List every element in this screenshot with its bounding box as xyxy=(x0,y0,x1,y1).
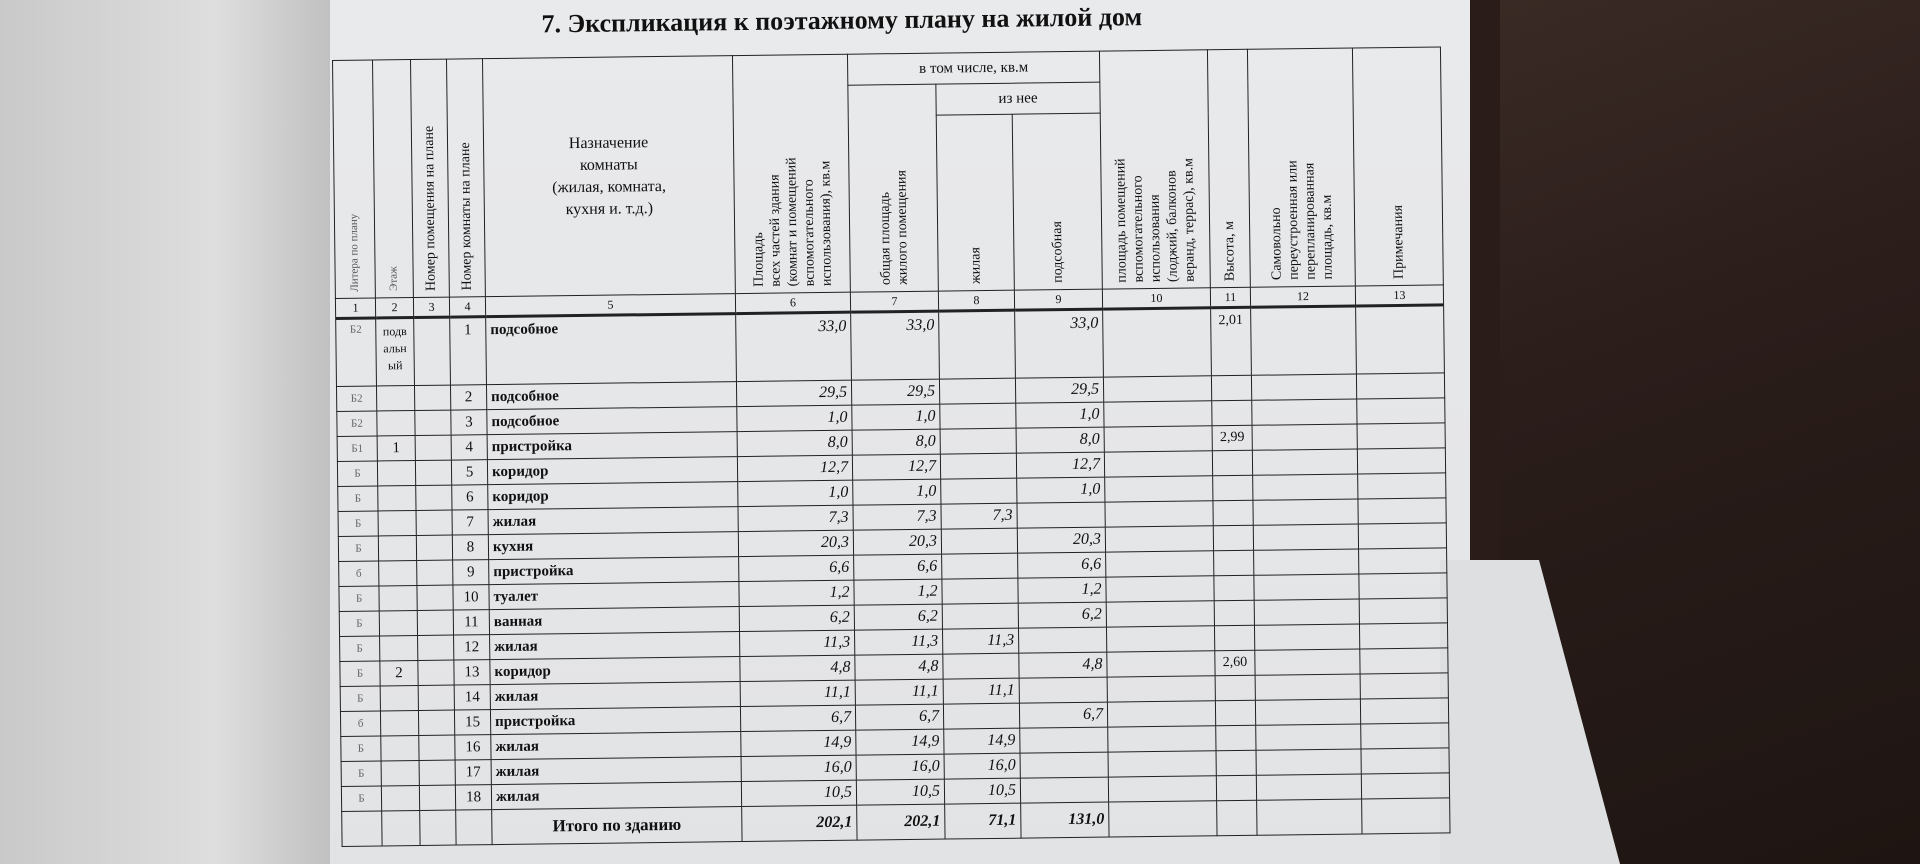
column-number: 3 xyxy=(413,297,449,317)
floor-cell xyxy=(380,685,418,710)
height-cell xyxy=(1213,475,1253,500)
premise-number-cell xyxy=(418,660,454,685)
premise-number-cell xyxy=(415,410,451,435)
notes-cell xyxy=(1361,723,1449,749)
notes-cell xyxy=(1357,398,1445,424)
unauthorized-area-cell xyxy=(1252,399,1357,425)
utility-area-cell: 29,5 xyxy=(1015,377,1103,403)
living-area-cell: 7,3 xyxy=(941,503,1017,529)
column-number: 11 xyxy=(1210,287,1250,307)
room-purpose-cell: пристройка xyxy=(487,432,737,460)
explication-table xyxy=(332,46,1451,846)
auxiliary-area-cell xyxy=(1105,476,1213,502)
living-area-cell xyxy=(942,553,1018,579)
height-cell xyxy=(1215,675,1255,700)
notes-cell xyxy=(1361,748,1449,774)
room-number-cell: 7 xyxy=(452,510,488,535)
unauthorized-area-cell xyxy=(1252,424,1357,450)
notes-cell xyxy=(1357,423,1445,449)
total-living-area: 71,1 xyxy=(945,803,1021,839)
floor-cell xyxy=(378,536,416,561)
living-area-cell xyxy=(940,428,1016,454)
total-area-cell: 11,1 xyxy=(740,680,855,706)
living-area-cell xyxy=(941,478,1017,504)
premise-number-cell xyxy=(419,735,455,760)
litera-cell: Б2 xyxy=(336,318,377,386)
room-number-cell: 11 xyxy=(453,610,489,635)
unauthorized-area-cell xyxy=(1254,549,1359,575)
header-general-area: общая площадь жилого помещения xyxy=(848,84,939,292)
auxiliary-area-cell xyxy=(1104,426,1212,452)
premise-number-cell xyxy=(416,510,452,535)
living-area-cell xyxy=(939,310,1016,379)
premise-number-cell xyxy=(416,485,452,510)
room-purpose-cell: коридор xyxy=(488,482,738,510)
left-page-background xyxy=(0,0,360,864)
utility-area-cell: 1,0 xyxy=(1016,402,1104,428)
litera-cell: Б xyxy=(341,736,381,761)
notes-cell xyxy=(1359,623,1447,649)
total-area-cell: 1,0 xyxy=(737,405,852,431)
utility-area-cell xyxy=(1018,627,1106,653)
notes-cell xyxy=(1356,373,1444,399)
height-cell xyxy=(1216,775,1256,800)
room-purpose-cell: подсобное xyxy=(486,382,736,410)
unauthorized-area-cell xyxy=(1252,449,1357,475)
document-title: 7. Экспликация к поэтажному плану на жилой дом xyxy=(541,2,1143,39)
unauthorized-area-cell xyxy=(1253,524,1358,550)
column-number: 1 xyxy=(335,298,375,318)
room-number-cell: 2 xyxy=(450,385,486,410)
litera-cell: Б xyxy=(338,536,378,561)
premise-number-cell xyxy=(417,585,453,610)
floor-cell: 1 xyxy=(377,436,415,461)
room-number-cell: 8 xyxy=(452,535,488,560)
notes-cell xyxy=(1359,573,1447,599)
auxiliary-area-cell xyxy=(1107,626,1215,652)
floor-cell xyxy=(381,735,419,760)
premise-number-cell xyxy=(417,560,453,585)
height-cell xyxy=(1211,375,1251,400)
floor-cell xyxy=(377,411,415,436)
room-number-cell: 6 xyxy=(452,485,488,510)
auxiliary-area-cell xyxy=(1105,501,1213,527)
auxiliary-area-cell xyxy=(1107,676,1215,702)
general-area-cell: 1,0 xyxy=(853,479,941,505)
premise-number-cell xyxy=(416,535,452,560)
general-area-cell: 1,2 xyxy=(854,579,942,605)
total-area-cell: 33,0 xyxy=(736,312,852,381)
header-of-which-group: из нее xyxy=(936,82,1100,115)
column-number: 8 xyxy=(938,290,1014,311)
auxiliary-area-cell xyxy=(1103,308,1212,377)
notes-cell xyxy=(1360,648,1448,674)
auxiliary-area-cell xyxy=(1103,376,1211,402)
total-area-cell: 12,7 xyxy=(737,455,852,481)
height-cell xyxy=(1213,500,1253,525)
unauthorized-area-cell xyxy=(1251,374,1356,400)
column-number: 7 xyxy=(850,291,938,312)
premise-number-cell xyxy=(414,317,451,385)
floor-cell: 2 xyxy=(380,660,418,685)
premise-number-cell xyxy=(418,685,454,710)
litera-cell: Б xyxy=(341,786,381,811)
living-area-cell xyxy=(942,603,1018,629)
height-cell xyxy=(1214,550,1254,575)
general-area-cell: 6,2 xyxy=(854,604,942,630)
living-area-cell xyxy=(940,403,1016,429)
auxiliary-area-cell xyxy=(1107,651,1215,677)
unauthorized-area-cell xyxy=(1254,599,1359,625)
room-number-cell: 16 xyxy=(455,735,491,760)
room-purpose-cell: жилая xyxy=(491,782,741,810)
room-number-cell: 18 xyxy=(455,785,491,810)
unauthorized-area-cell xyxy=(1255,699,1360,725)
column-number: 9 xyxy=(1014,289,1102,310)
header-total-area: Площадь всех частей здания (комнат и помещений вспомогательного использования), кв.м xyxy=(732,54,850,293)
total-area-cell: 6,2 xyxy=(739,605,854,631)
auxiliary-area-cell xyxy=(1106,551,1214,577)
living-area-cell xyxy=(943,653,1019,679)
notes-cell xyxy=(1361,773,1449,799)
utility-area-cell xyxy=(1020,727,1108,753)
general-area-cell: 10,5 xyxy=(856,779,944,805)
room-purpose-cell: туалет xyxy=(489,582,739,610)
living-area-cell xyxy=(940,453,1016,479)
notes-cell xyxy=(1356,305,1445,374)
room-purpose-cell: пристройка xyxy=(490,707,740,735)
litera-cell: Б xyxy=(340,661,380,686)
floor-cell xyxy=(379,586,417,611)
total-area-cell: 20,3 xyxy=(738,530,853,556)
utility-area-cell: 6,6 xyxy=(1018,552,1106,578)
room-number-cell: 9 xyxy=(453,560,489,585)
total-all-area: 202,1 xyxy=(742,805,857,841)
living-area-cell xyxy=(943,703,1019,729)
table-header xyxy=(333,47,1444,319)
litera-cell: Б xyxy=(339,611,379,636)
unauthorized-area-cell xyxy=(1255,674,1360,700)
unauthorized-area-cell xyxy=(1254,624,1359,650)
total-area-cell: 11,3 xyxy=(740,630,855,656)
auxiliary-area-cell xyxy=(1106,576,1214,602)
room-number-cell: 4 xyxy=(451,435,487,460)
total-area-cell: 16,0 xyxy=(741,755,856,781)
height-cell xyxy=(1215,700,1255,725)
litera-cell: Б xyxy=(337,461,377,486)
height-cell xyxy=(1214,625,1254,650)
litera-cell: Б xyxy=(341,761,381,786)
room-number-cell: 13 xyxy=(454,660,490,685)
general-area-cell: 8,0 xyxy=(852,429,940,455)
header-litera: Литера по плану xyxy=(333,60,376,298)
height-cell xyxy=(1212,450,1252,475)
unauthorized-area-cell xyxy=(1254,574,1359,600)
height-cell xyxy=(1214,600,1254,625)
general-area-cell: 7,3 xyxy=(853,504,941,530)
general-area-cell: 6,6 xyxy=(854,554,942,580)
column-number: 6 xyxy=(735,292,850,313)
utility-area-cell xyxy=(1017,502,1105,528)
premise-number-cell xyxy=(415,460,451,485)
total-area-cell: 6,6 xyxy=(739,555,854,581)
floor-cell xyxy=(379,610,417,635)
living-area-cell xyxy=(942,578,1018,604)
living-area-cell: 16,0 xyxy=(944,753,1020,779)
notes-cell xyxy=(1358,498,1446,524)
auxiliary-area-cell xyxy=(1104,451,1212,477)
floor-cell: подвальный xyxy=(376,318,415,386)
room-purpose-cell: пристройка xyxy=(489,557,739,585)
room-purpose-cell: жилая xyxy=(488,507,738,535)
general-area-cell: 11,3 xyxy=(855,629,943,655)
litera-cell: Б1 xyxy=(337,436,377,461)
utility-area-cell xyxy=(1020,752,1108,778)
room-purpose-cell: подсобное xyxy=(487,407,737,435)
room-purpose-cell: жилая xyxy=(490,682,740,710)
room-purpose-cell: жилая xyxy=(491,732,741,760)
general-area-cell: 1,0 xyxy=(852,404,940,430)
general-area-cell: 16,0 xyxy=(856,754,944,780)
premise-number-cell xyxy=(418,635,454,660)
living-area-cell: 10,5 xyxy=(944,778,1020,804)
room-number-cell: 5 xyxy=(451,460,487,485)
auxiliary-area-cell xyxy=(1107,701,1215,727)
total-area-cell: 10,5 xyxy=(741,780,856,806)
general-area-cell: 4,8 xyxy=(855,654,943,680)
total-area-cell: 8,0 xyxy=(737,430,852,456)
auxiliary-area-cell xyxy=(1105,526,1213,552)
header-utility-area: подсобная xyxy=(1012,113,1102,290)
general-area-cell: 6,7 xyxy=(855,704,943,730)
total-area-cell: 29,5 xyxy=(736,380,851,406)
unauthorized-area-cell xyxy=(1255,649,1360,675)
room-purpose-cell: коридор xyxy=(490,657,740,685)
unauthorized-area-cell xyxy=(1251,306,1357,375)
unauthorized-area-cell xyxy=(1253,474,1358,500)
floor-cell xyxy=(377,461,415,486)
living-area-cell: 14,9 xyxy=(944,728,1020,754)
explication-document xyxy=(332,2,1449,839)
litera-cell: Б xyxy=(338,486,378,511)
floor-cell xyxy=(381,760,419,785)
header-room-number: Номер комнаты на плане xyxy=(446,59,485,297)
room-number-cell: 17 xyxy=(455,760,491,785)
utility-area-cell: 6,7 xyxy=(1019,702,1107,728)
room-number-cell: 3 xyxy=(451,410,487,435)
living-area-cell xyxy=(939,378,1015,404)
utility-area-cell: 1,2 xyxy=(1018,577,1106,603)
total-area-cell: 4,8 xyxy=(740,655,855,681)
table-body xyxy=(336,305,1450,811)
floor-cell xyxy=(380,710,418,735)
litera-cell: Б xyxy=(340,636,380,661)
room-number-cell: 14 xyxy=(454,685,490,710)
notes-cell xyxy=(1359,598,1447,624)
premise-number-cell xyxy=(414,385,450,410)
height-cell xyxy=(1212,400,1252,425)
living-area-cell: 11,3 xyxy=(942,628,1018,654)
room-purpose-cell: подсобное xyxy=(486,314,737,385)
height-cell: 2,01 xyxy=(1211,307,1252,375)
general-area-cell: 12,7 xyxy=(852,454,940,480)
general-area-cell: 29,5 xyxy=(851,379,939,405)
height-cell: 2,99 xyxy=(1212,425,1252,450)
header-height: Высота, м xyxy=(1207,49,1250,287)
header-notes: Примечания xyxy=(1352,47,1443,286)
header-premise-number: Номер помещения на плане xyxy=(411,59,450,297)
litera-cell: б xyxy=(339,561,379,586)
room-number-cell: 12 xyxy=(454,635,490,660)
general-area-cell: 20,3 xyxy=(853,529,941,555)
premise-number-cell xyxy=(419,760,455,785)
room-purpose-cell: коридор xyxy=(487,457,737,485)
notes-cell xyxy=(1360,698,1448,724)
height-cell xyxy=(1216,725,1256,750)
utility-area-cell: 6,2 xyxy=(1018,602,1106,628)
column-number: 5 xyxy=(485,294,735,317)
litera-cell: Б xyxy=(338,511,378,536)
column-number: 2 xyxy=(375,298,413,318)
living-area-cell xyxy=(941,528,1017,554)
column-number: 10 xyxy=(1102,288,1210,309)
total-area-cell: 6,7 xyxy=(740,705,855,731)
auxiliary-area-cell xyxy=(1106,601,1214,627)
header-living-area: жилая xyxy=(936,114,1014,291)
litera-cell: б xyxy=(340,711,380,736)
column-number: 13 xyxy=(1355,285,1443,306)
auxiliary-area-cell xyxy=(1108,726,1216,752)
notes-cell xyxy=(1358,473,1446,499)
litera-cell: Б xyxy=(340,686,380,711)
living-area-cell: 11,1 xyxy=(943,678,1019,704)
total-area-cell: 7,3 xyxy=(738,505,853,531)
general-area-cell: 11,1 xyxy=(855,679,943,705)
utility-area-cell: 4,8 xyxy=(1019,652,1107,678)
height-cell xyxy=(1214,575,1254,600)
total-area-cell: 1,2 xyxy=(739,580,854,606)
notes-cell xyxy=(1359,548,1447,574)
utility-area-cell xyxy=(1020,777,1108,803)
notes-cell xyxy=(1358,523,1446,549)
height-cell: 2,60 xyxy=(1215,650,1255,675)
utility-area-cell: 20,3 xyxy=(1017,527,1105,553)
utility-area-cell: 8,0 xyxy=(1016,427,1104,453)
height-cell xyxy=(1216,750,1256,775)
utility-area-cell: 33,0 xyxy=(1015,309,1104,378)
general-area-cell: 14,9 xyxy=(856,729,944,755)
floor-cell xyxy=(378,511,416,536)
room-purpose-cell: ванная xyxy=(489,607,739,635)
notes-cell xyxy=(1357,448,1445,474)
header-room-purpose: Назначение комнаты (жилая, комната, кухня и. т.д.) xyxy=(482,56,735,297)
room-number-cell: 1 xyxy=(450,317,487,385)
floor-cell xyxy=(376,386,414,411)
room-number-cell: 10 xyxy=(453,585,489,610)
litera-cell: Б2 xyxy=(336,386,376,411)
unauthorized-area-cell xyxy=(1256,749,1361,775)
room-purpose-cell: кухня xyxy=(488,532,738,560)
floor-cell xyxy=(381,785,419,810)
auxiliary-area-cell xyxy=(1108,751,1216,777)
column-number: 12 xyxy=(1250,286,1355,307)
total-area-cell: 1,0 xyxy=(738,480,853,506)
height-cell xyxy=(1213,525,1253,550)
unauthorized-area-cell xyxy=(1256,774,1361,800)
header-floor: Этаж xyxy=(373,60,414,298)
total-area-cell: 14,9 xyxy=(741,730,856,756)
auxiliary-area-cell xyxy=(1104,401,1212,427)
utility-area-cell: 12,7 xyxy=(1016,452,1104,478)
header-auxiliary-area: площадь помещений вспомогательного использования (лоджий, балконов веранд, террас), кв.м xyxy=(1099,50,1210,289)
header-unauthorized-area: Самовольно переустроенная или перепланированная площадь, кв.м xyxy=(1247,48,1355,287)
utility-area-cell xyxy=(1019,677,1107,703)
notes-cell xyxy=(1360,673,1448,699)
unauthorized-area-cell xyxy=(1256,724,1361,750)
column-number: 4 xyxy=(449,297,485,317)
header-including-group: в том числе, кв.м xyxy=(847,51,1099,85)
total-utility-area: 131,0 xyxy=(1021,802,1109,838)
total-general-area: 202,1 xyxy=(857,804,945,840)
total-label: Итого по зданию xyxy=(492,807,742,845)
utility-area-cell: 1,0 xyxy=(1017,477,1105,503)
general-area-cell: 33,0 xyxy=(851,311,940,380)
premise-number-cell xyxy=(417,610,453,635)
premise-number-cell xyxy=(419,785,455,810)
litera-cell: Б2 xyxy=(337,411,377,436)
room-number-cell: 15 xyxy=(454,710,490,735)
room-purpose-cell: жилая xyxy=(490,632,740,660)
premise-number-cell xyxy=(415,435,451,460)
premise-number-cell xyxy=(418,710,454,735)
room-purpose-cell: жилая xyxy=(491,757,741,785)
litera-cell: Б xyxy=(339,586,379,611)
floor-cell xyxy=(378,486,416,511)
auxiliary-area-cell xyxy=(1108,776,1216,802)
floor-cell xyxy=(380,635,418,660)
floor-cell xyxy=(379,561,417,586)
unauthorized-area-cell xyxy=(1253,499,1358,525)
